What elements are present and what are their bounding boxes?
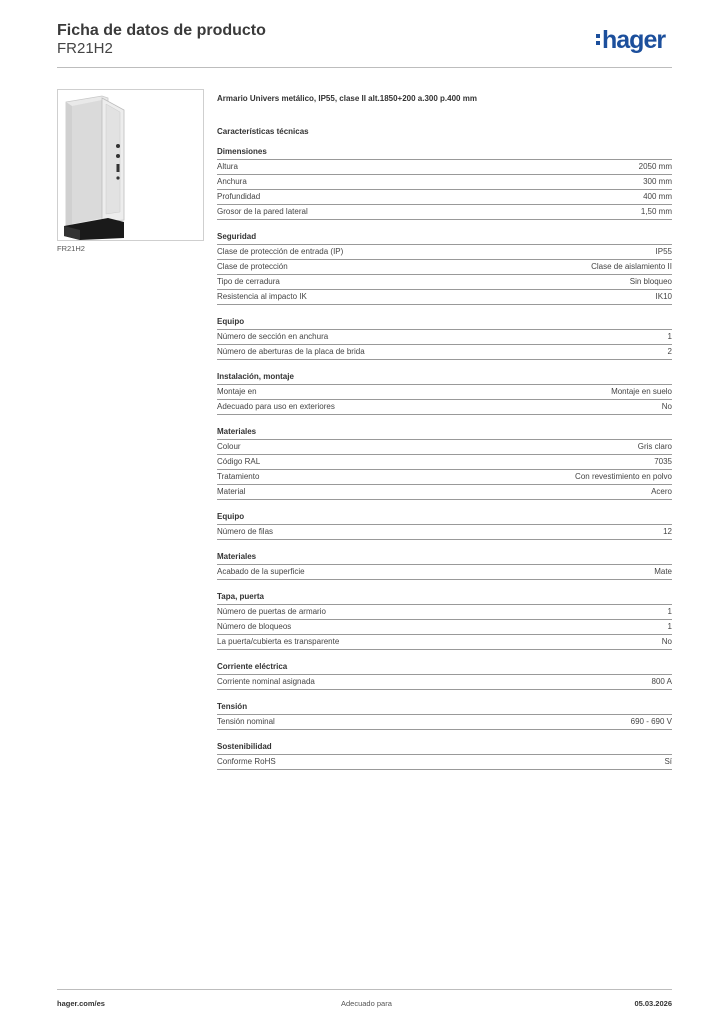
- spec-row: [217, 440, 672, 455]
- section-title: Seguridad: [217, 230, 672, 245]
- spec-value: Con revestimiento en polvo: [575, 472, 672, 481]
- section-title: Equipo: [217, 510, 672, 525]
- footer-divider: [57, 989, 672, 990]
- spec-row: [217, 715, 672, 730]
- footer-website: hager.com/es: [57, 999, 105, 1008]
- spec-label: Resistencia al impacto IK: [217, 292, 307, 301]
- spec-row: [217, 605, 672, 620]
- spec-row: [217, 260, 672, 275]
- spec-value: 1: [667, 332, 672, 341]
- spec-value: Sí: [664, 757, 672, 766]
- spec-section: [217, 550, 672, 580]
- spec-row: [217, 755, 672, 770]
- spec-value: IK10: [655, 292, 672, 301]
- spec-value: 2: [667, 347, 672, 356]
- section-title: Materiales: [217, 550, 672, 565]
- spec-label: Número de sección en anchura: [217, 332, 329, 341]
- spec-section: [217, 230, 672, 305]
- spec-label: Número de filas: [217, 527, 274, 536]
- spec-label: Anchura: [217, 177, 247, 186]
- section-title: Equipo: [217, 315, 672, 330]
- product-image: [57, 89, 204, 241]
- product-image-caption: FR21H2: [57, 244, 85, 253]
- spec-label: Colour: [217, 442, 241, 451]
- spec-section: [217, 145, 672, 220]
- spec-row: [217, 190, 672, 205]
- spec-section: [217, 425, 672, 500]
- spec-section: [217, 590, 672, 650]
- section-title: Tapa, puerta: [217, 590, 672, 605]
- spec-label: Montaje en: [217, 387, 257, 396]
- spec-row: [217, 675, 672, 690]
- spec-sections: [217, 145, 672, 770]
- spec-row: [217, 635, 672, 650]
- spec-row: [217, 525, 672, 540]
- logo-text: hager: [602, 26, 666, 54]
- spec-value: 800 A: [651, 677, 672, 686]
- hager-logo: [596, 26, 665, 55]
- spec-row: [217, 330, 672, 345]
- spec-label: Tipo de cerradura: [217, 277, 280, 286]
- characteristics-title: Características técnicas: [217, 127, 309, 136]
- footer-date: 05.03.2026: [634, 999, 672, 1008]
- spec-row: [217, 345, 672, 360]
- spec-row: [217, 275, 672, 290]
- spec-label: Adecuado para uso en exteriores: [217, 402, 335, 411]
- spec-value: Gris claro: [637, 442, 672, 451]
- spec-value: IP55: [655, 247, 672, 256]
- spec-section: [217, 740, 672, 770]
- logo-dots-icon: [596, 31, 600, 48]
- spec-label: Corriente nominal asignada: [217, 677, 315, 686]
- spec-value: No: [661, 637, 672, 646]
- spec-label: Tensión nominal: [217, 717, 275, 726]
- section-title: Sostenibilidad: [217, 740, 672, 755]
- header-divider: [57, 67, 672, 68]
- spec-row: [217, 485, 672, 500]
- section-title: Instalación, montaje: [217, 370, 672, 385]
- spec-section: [217, 660, 672, 690]
- spec-row: [217, 290, 672, 305]
- spec-row: [217, 205, 672, 220]
- product-code: FR21H2: [57, 40, 113, 57]
- spec-row: [217, 160, 672, 175]
- spec-label: Número de bloqueos: [217, 622, 292, 631]
- spec-value: 690 - 690 V: [630, 717, 672, 726]
- spec-value: Sin bloqueo: [629, 277, 672, 286]
- section-title: Tensión: [217, 700, 672, 715]
- spec-section: [217, 700, 672, 730]
- spec-row: [217, 455, 672, 470]
- spec-label: Acabado de la superficie: [217, 567, 305, 576]
- spec-label: Material: [217, 487, 246, 496]
- spec-label: Tratamiento: [217, 472, 260, 481]
- spec-label: La puerta/cubierta es transparente: [217, 637, 340, 646]
- spec-label: Clase de protección de entrada (IP): [217, 247, 344, 256]
- spec-label: Clase de protección: [217, 262, 288, 271]
- spec-row: [217, 385, 672, 400]
- spec-value: Mate: [654, 567, 672, 576]
- spec-value: Montaje en suelo: [611, 387, 672, 396]
- spec-row: [217, 565, 672, 580]
- spec-label: Número de aberturas de la placa de brida: [217, 347, 365, 356]
- spec-value: Acero: [651, 487, 672, 496]
- section-title: Dimensiones: [217, 145, 672, 160]
- page-title: Ficha de datos de producto: [57, 22, 266, 39]
- spec-row: [217, 245, 672, 260]
- spec-row: [217, 175, 672, 190]
- spec-label: Código RAL: [217, 457, 261, 466]
- spec-section: [217, 370, 672, 415]
- spec-value: 1: [667, 622, 672, 631]
- spec-label: Número de puertas de armario: [217, 607, 326, 616]
- product-specs: [217, 92, 672, 770]
- spec-row: [217, 400, 672, 415]
- spec-row: [217, 620, 672, 635]
- spec-label: Profundidad: [217, 192, 261, 201]
- spec-label: Grosor de la pared lateral: [217, 207, 308, 216]
- spec-label: Conforme RoHS: [217, 757, 276, 766]
- metal-cabinet-image: [58, 90, 203, 240]
- spec-value: 7035: [654, 457, 672, 466]
- spec-value: 12: [663, 527, 672, 536]
- spec-value: 1,50 mm: [640, 207, 672, 216]
- spec-value: Clase de aislamiento II: [591, 262, 672, 271]
- spec-label: Altura: [217, 162, 238, 171]
- spec-value: No: [661, 402, 672, 411]
- product-description: Armario Univers metálico, IP55, clase II alt.1850+200 a.300 p.400 mm: [217, 94, 477, 103]
- spec-row: [217, 470, 672, 485]
- footer-center-text: Adecuado para: [341, 999, 392, 1008]
- spec-value: 300 mm: [643, 177, 672, 186]
- spec-section: [217, 315, 672, 360]
- spec-value: 2050 mm: [638, 162, 672, 171]
- spec-section: [217, 510, 672, 540]
- section-title: Materiales: [217, 425, 672, 440]
- spec-value: 1: [667, 607, 672, 616]
- spec-value: 400 mm: [643, 192, 672, 201]
- section-title: Corriente eléctrica: [217, 660, 672, 675]
